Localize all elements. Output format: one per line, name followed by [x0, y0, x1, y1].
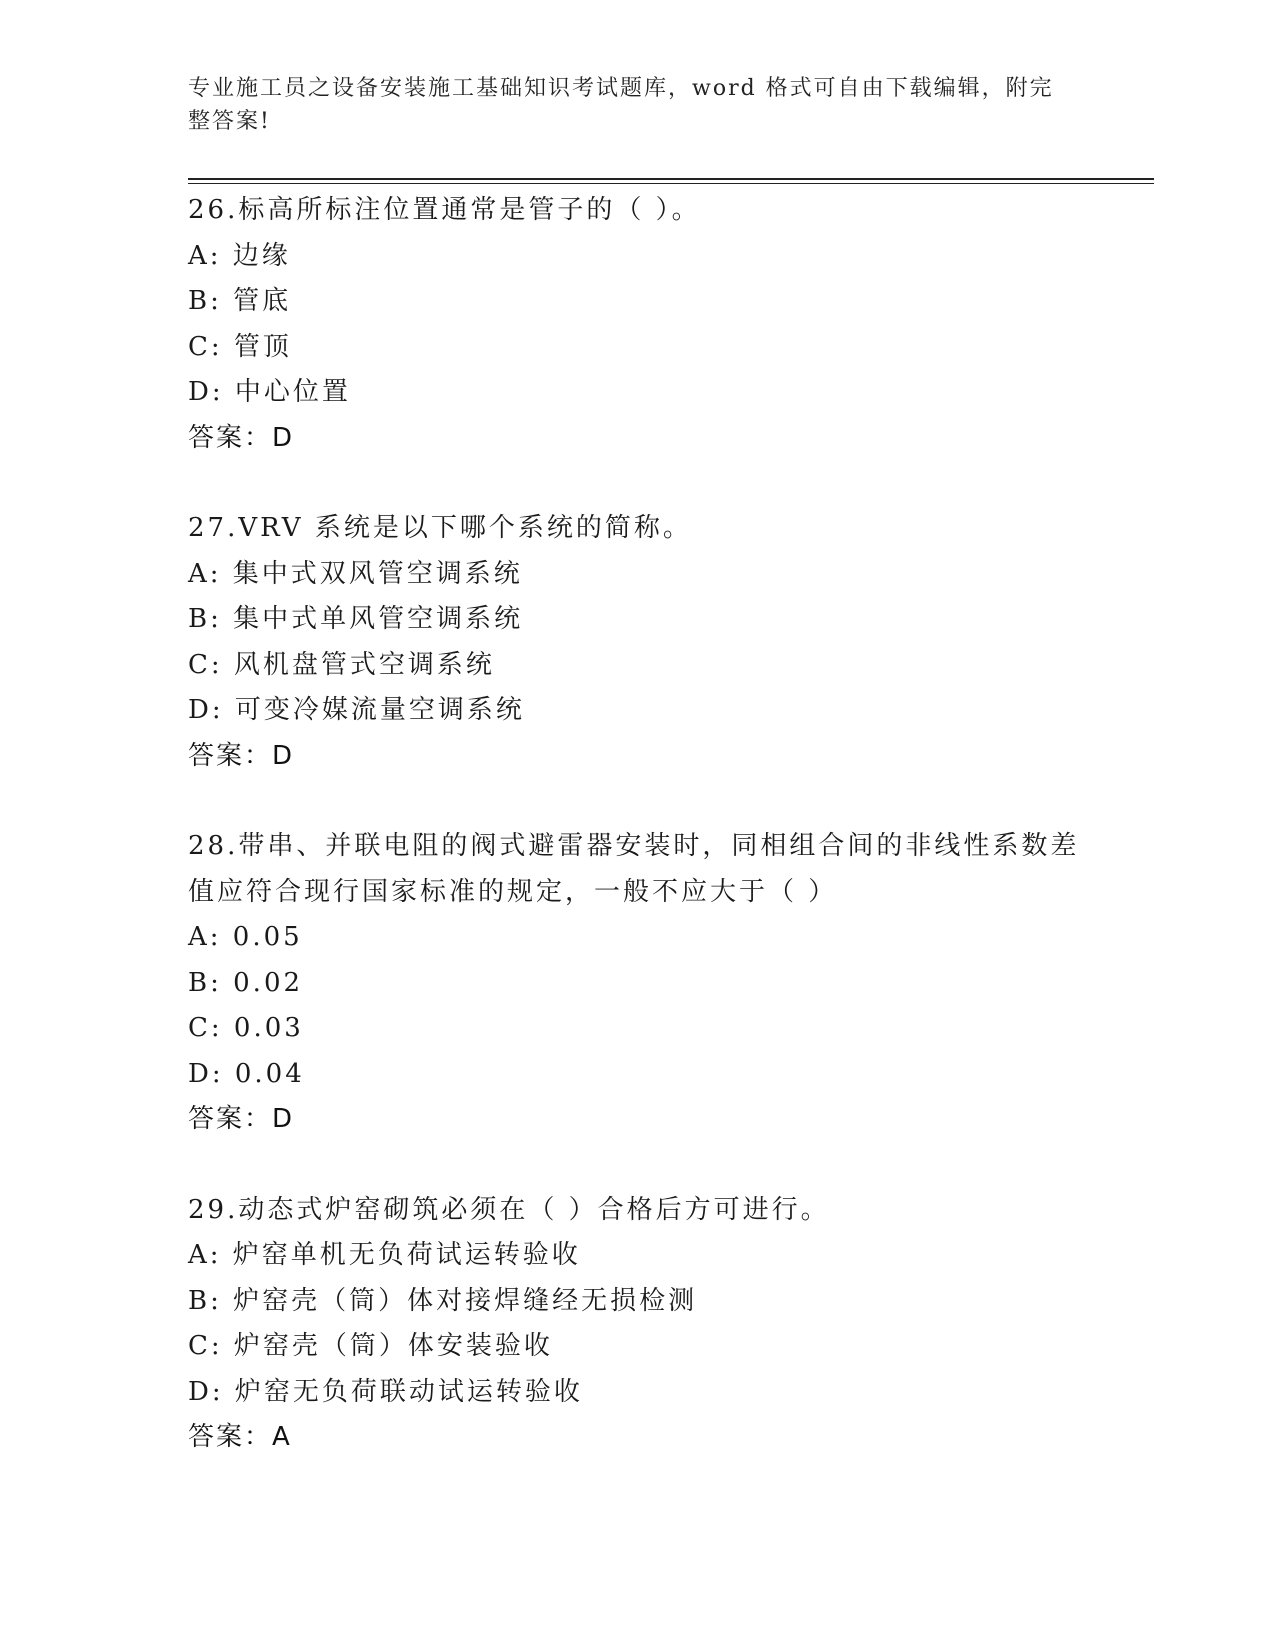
question-stem: 27.VRV 系统是以下哪个系统的简称。 — [188, 513, 692, 543]
option-c: C: 管顶 — [188, 331, 292, 362]
option-b: B: 炉窑壳（筒）体对接焊缝经无损检测 — [188, 1285, 698, 1316]
option-c: C: 0.03 — [188, 1013, 304, 1043]
question-28 — [188, 824, 1088, 1143]
option-b: B: 集中式单风管空调系统 — [188, 604, 524, 634]
question-stem-line-2: 值应符合现行国家标准的规定，一般不应大于（ ） — [188, 876, 838, 907]
option-c: C: 风机盘管式空调系统 — [188, 649, 495, 680]
option-d: D: 炉窑无负荷联动试运转验收 — [188, 1376, 583, 1407]
option-d: D: 0.04 — [188, 1058, 305, 1089]
option-a: A: 0.05 — [188, 922, 303, 952]
option-d: D: 可变冷媒流量空调系统 — [188, 695, 525, 725]
option-a: A: 炉窑单机无负荷试运转验收 — [188, 1240, 581, 1270]
option-b: B: 0.02 — [188, 967, 304, 998]
question-list — [188, 188, 1088, 1506]
question-29 — [188, 1188, 1088, 1461]
question-stem-line-1: 28.带串、并联电阻的阀式避雷器安装时，同相组合间的非线性系数差 — [188, 831, 1080, 861]
document-header — [188, 72, 1088, 138]
option-a: A: 边缘 — [188, 240, 291, 271]
answer-label: 答案：A — [188, 1422, 292, 1452]
question-stem: 26.标高所标注位置通常是管子的（ ）。 — [188, 195, 701, 225]
header-line-2: 整答案! — [188, 109, 271, 134]
answer-label: 答案：D — [188, 422, 295, 453]
option-b: B: 管底 — [188, 286, 292, 316]
question-stem: 29.动态式炉窑砌筑必须在（ ）合格后方可进行。 — [188, 1194, 830, 1225]
header-line-1: 专业施工员之设备安装施工基础知识考试题库，word 格式可自由下载编辑，附完 — [188, 76, 1054, 101]
option-a: A: 集中式双风管空调系统 — [188, 558, 523, 589]
header-divider-thin — [188, 183, 1154, 184]
option-d: D: 中心位置 — [188, 377, 351, 407]
answer-label: 答案：D — [188, 1104, 295, 1134]
question-27 — [188, 506, 1088, 779]
question-26 — [188, 188, 1088, 461]
option-c: C: 炉窑壳（筒）体安装验收 — [188, 1331, 553, 1361]
answer-label: 答案：D — [188, 740, 295, 771]
header-divider-thick — [188, 178, 1154, 180]
